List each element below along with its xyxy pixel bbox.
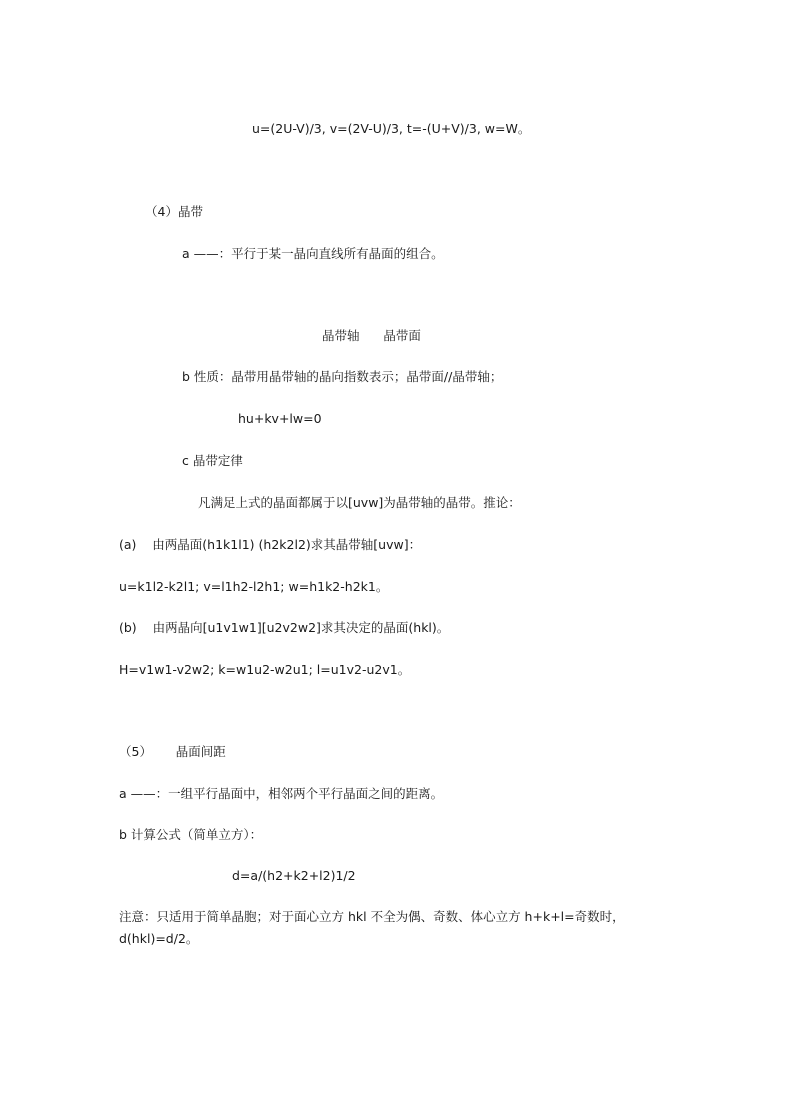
section-4-c-zone-law: c 晶带定律	[182, 453, 243, 468]
section-4-b-property: b 性质：晶带用晶带轴的晶向指数表示；晶带面//晶带轴；	[182, 369, 503, 384]
corollary-b: (b) 由两晶向[u1v1w1][u2v2w2]求其决定的晶面(hkl)。	[119, 620, 450, 635]
note-paragraph: 注意：只适用于简单晶胞；对于面心立方 hkl 不全为偶、奇数、体心立方 h+k+l=奇数时，d(hkl)=d/2。	[119, 909, 625, 946]
section-5-b-formula-label: b 计算公式（简单立方）：	[119, 827, 263, 842]
corollary-a: (a) 由两晶面(h1k1l1) (h2k2l2)求其晶带轴[uvw]：	[119, 537, 422, 552]
corollary-b-result: H=v1w1-v2w2; k=w1u2-w2u1; l=u1v2-u2v1。	[119, 662, 411, 677]
zone-axis-terms: 晶带轴 晶带面	[322, 328, 421, 343]
section-4-a-definition: a ——：平行于某一晶向直线所有晶面的组合。	[182, 246, 444, 261]
formula-uvtw: u=(2U-V)/3, v=(2V-U)/3, t=-(U+V)/3, w=W。	[252, 121, 531, 136]
corollary-a-result: u=k1l2-k2l1; v=l1h2-l2h1; w=h1k2-h2k1。	[119, 579, 389, 594]
zone-equation: hu+kv+lw=0	[238, 411, 322, 426]
section-5-title: （5） 晶面间距	[119, 744, 226, 759]
zone-law-text: 凡满足上式的晶面都属于以[uvw]为晶带轴的晶带。推论：	[198, 495, 521, 510]
section-4-title: （4）晶带	[145, 204, 203, 219]
section-5-a-definition: a ——：一组平行晶面中，相邻两个平行晶面之间的距离。	[119, 786, 444, 801]
spacing-formula: d=a/(h2+k2+l2)1/2	[232, 868, 356, 883]
